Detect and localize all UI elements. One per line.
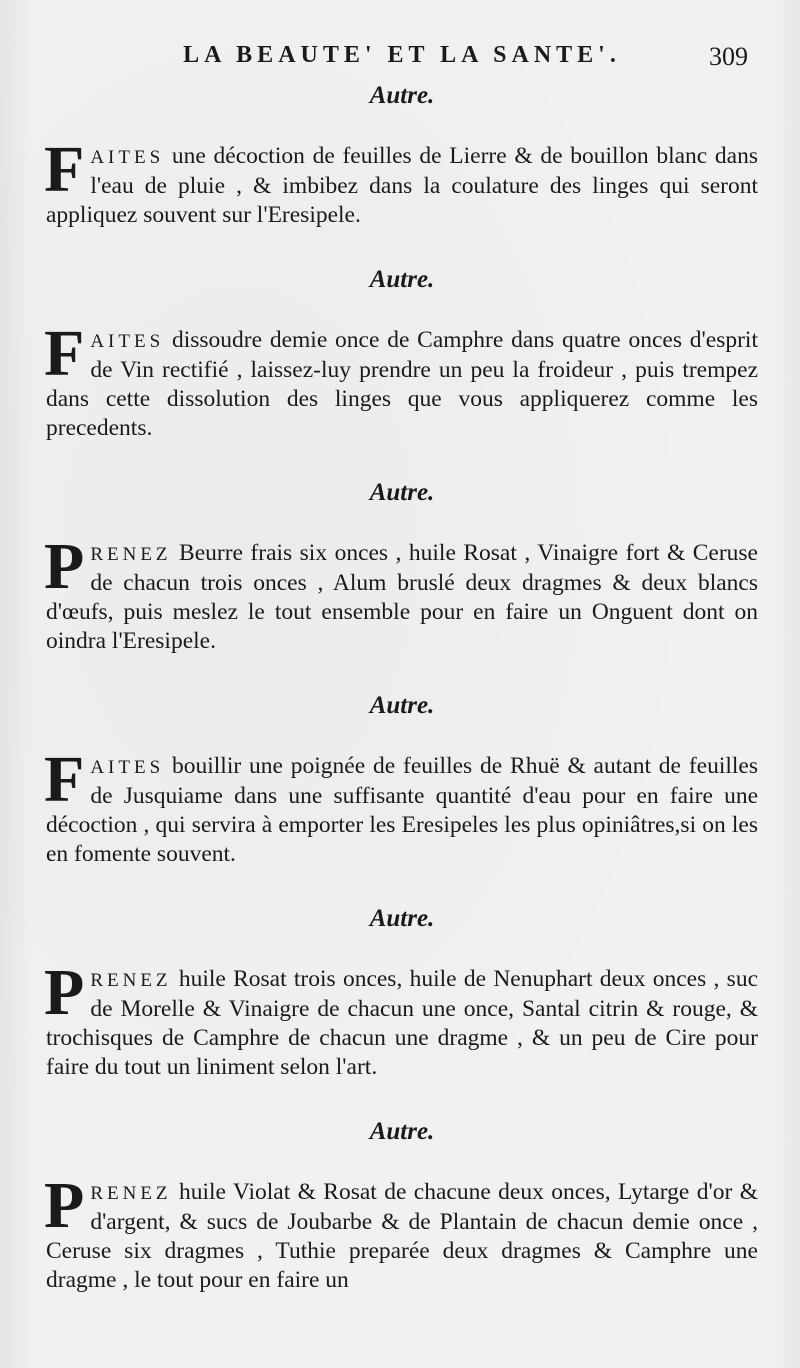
drop-cap: P <box>44 1169 85 1242</box>
section-heading: Autre. <box>369 905 435 932</box>
paragraph-text: bouillir une poignée de feuilles de Rhuë & autant de feuilles de Jusquiame dans une suffisante quantité d'eau pour en faire une décoction , qui servira à emporter les Eresipeles les plus opiniâtres,si on les en fomente souvent. <box>46 753 758 867</box>
paragraph-text: une décoction de feuilles de Lierre & de bouillon blanc dans l'eau de pluie , & imbibez dans la coulature des linges qui seront appliquez souvent sur l'Eresipele. <box>46 143 758 228</box>
recipe-section <box>46 264 758 443</box>
recipe-paragraph <box>44 530 758 656</box>
lead-word: AITES <box>90 757 165 778</box>
drop-cap: P <box>44 956 85 1029</box>
section-heading: Autre. <box>369 1118 435 1145</box>
recipe-paragraph <box>44 317 758 443</box>
recipe-paragraph <box>44 956 758 1082</box>
paragraph-text: dissoudre demie once de Camphre dans quatre onces d'esprit de Vin rectifié , laissez-luy prendre un peu la froideur , puis trempez dans cette dissolution des linges que vous appliquerez comme les precedents. <box>46 327 758 441</box>
page-number: 309 <box>709 42 748 71</box>
paragraph-text: huile Violat & Rosat de chacune deux onces, Lytarge d'or & d'argent, & sucs de Joubarbe & de Plantain de chacun demie once , Ceruse six dragmes , Tuthie preparée deux dragmes & Camphre une dragme , le tout pour en faire un <box>46 1179 758 1293</box>
paragraph-text: Beurre frais six onces , huile Rosat , Vinaigre fort & Ceruse de chacun trois onces , Alum bruslé deux dragmes & deux blancs d'œufs, puis meslez le tout ensemble pour en faire un Onguent dont on oindra l'Eresipele. <box>46 540 758 654</box>
lead-word: RENEZ <box>90 1183 172 1204</box>
section-heading: Autre. <box>369 692 435 719</box>
running-head <box>46 40 758 80</box>
lead-word: AITES <box>90 147 165 168</box>
recipe-section <box>46 1116 758 1295</box>
lead-word: RENEZ <box>90 970 172 991</box>
recipe-section <box>46 903 758 1082</box>
lead-word: AITES <box>90 331 165 352</box>
drop-cap: F <box>44 317 85 390</box>
recipe-paragraph <box>44 743 758 869</box>
recipe-section <box>46 80 758 230</box>
running-title: LA BEAUTE' ET LA SANTE'. <box>183 42 621 68</box>
recipe-paragraph <box>44 133 758 230</box>
recipe-section <box>46 477 758 656</box>
drop-cap: P <box>44 530 85 603</box>
drop-cap: F <box>44 743 85 816</box>
section-heading: Autre. <box>369 479 435 506</box>
section-heading: Autre. <box>369 82 435 109</box>
paragraph-text: huile Rosat trois onces, huile de Nenuphart deux onces , suc de Morelle & Vinaigre de chacun une once, Santal citrin & rouge, & trochisques de Camphre de chacun une dragme , & un peu de Cire pour faire du tout un liniment selon l'art. <box>46 966 758 1080</box>
drop-cap: F <box>44 133 85 206</box>
recipe-paragraph <box>44 1169 758 1295</box>
section-heading: Autre. <box>369 266 435 293</box>
lead-word: RENEZ <box>90 544 172 565</box>
recipe-section <box>46 690 758 869</box>
